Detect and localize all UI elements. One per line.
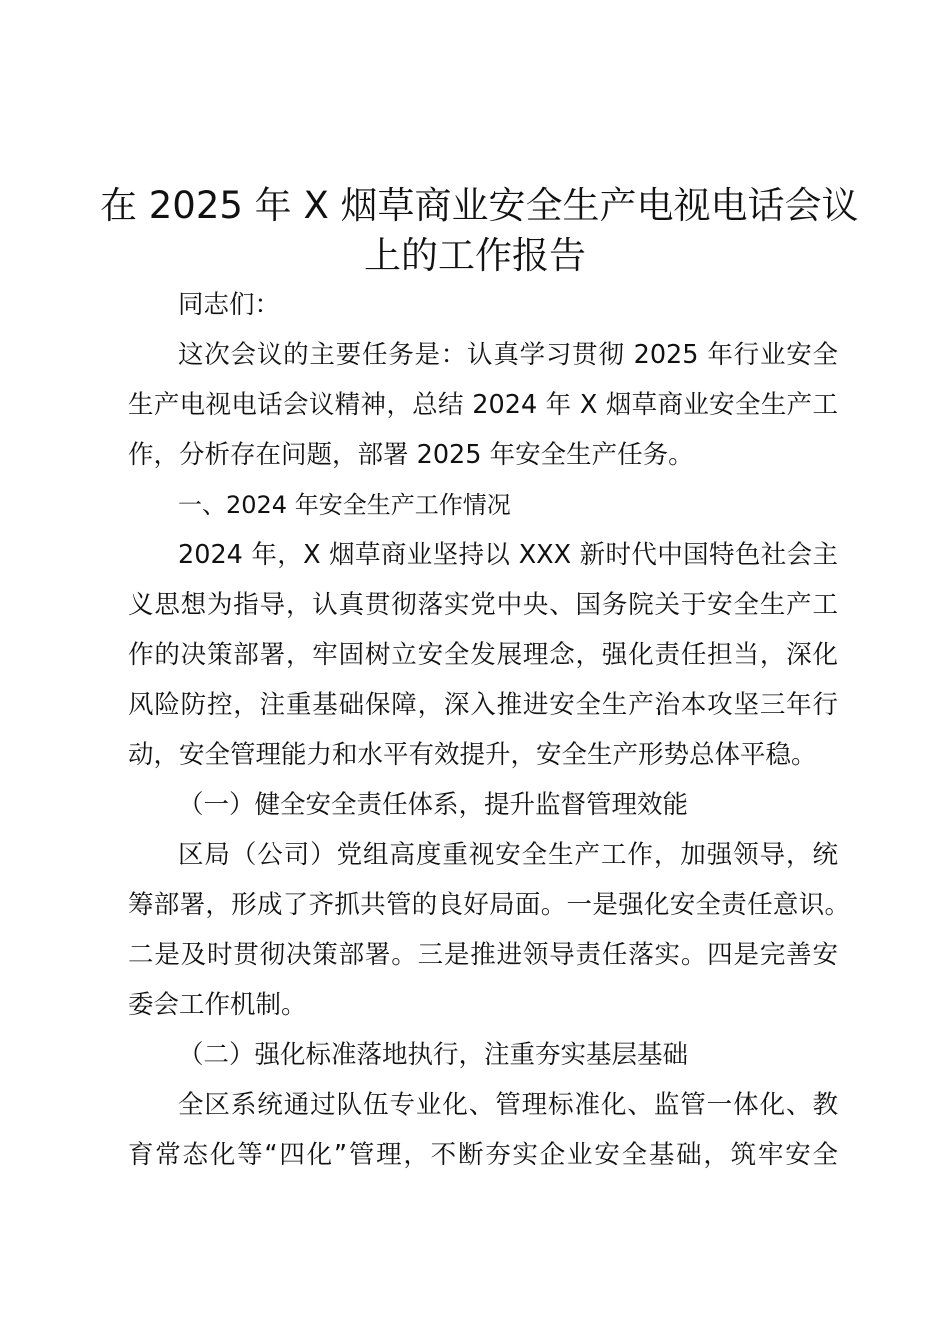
paragraph-line: 作，分析存在问题，部署 2025 年安全生产任务。 [128, 440, 694, 470]
paragraph-line: 委会工作机制。 [128, 990, 307, 1020]
paragraph-line: 作的决策部署，牢固树立安全发展理念，强化责任担当，深化 [128, 640, 838, 670]
subsection-heading: （二）强化标准落地执行，注重夯实基层基础 [178, 1040, 689, 1070]
paragraph-line: 筹部署，形成了齐抓共管的良好局面。一是强化安全责任意识。 [128, 890, 850, 920]
document-title-line-1: 在 2025 年 X 烟草商业安全生产电视电话会议 [100, 184, 859, 227]
paragraph-line: 2024 年，X 烟草商业坚持以 XXX 新时代中国特色社会主 [178, 540, 838, 570]
paragraph-line: 育常态化等“四化”管理，不断夯实企业安全基础，筑牢安全 [128, 1140, 838, 1170]
section-heading: 一、2024 年安全生产工作情况 [178, 491, 511, 519]
paragraph-line: 全区系统通过队伍专业化、管理标准化、监管一体化、教 [178, 1090, 838, 1120]
paragraph-line: 这次会议的主要任务是：认真学习贯彻 2025 年行业安全 [178, 340, 838, 370]
paragraph-line: 区局（公司）党组高度重视安全生产工作，加强领导，统 [178, 840, 838, 870]
salutation: 同志们： [178, 290, 281, 320]
paragraph-line: 义思想为指导，认真贯彻落实党中央、国务院关于安全生产工 [128, 590, 838, 620]
paragraph-line: 风险防控，注重基础保障，深入推进安全生产治本攻坚三年行 [128, 690, 838, 720]
subsection-heading: （一）健全安全责任体系，提升监督管理效能 [178, 790, 689, 820]
document-title-line-2: 上的工作报告 [364, 234, 586, 277]
paragraph-line: 生产电视电话会议精神，总结 2024 年 X 烟草商业安全生产工 [128, 390, 838, 420]
paragraph-line: 二是及时贯彻决策部署。三是推进领导责任落实。四是完善安 [128, 940, 838, 970]
paragraph-line: 动，安全管理能力和水平有效提升，安全生产形势总体平稳。 [128, 740, 817, 770]
